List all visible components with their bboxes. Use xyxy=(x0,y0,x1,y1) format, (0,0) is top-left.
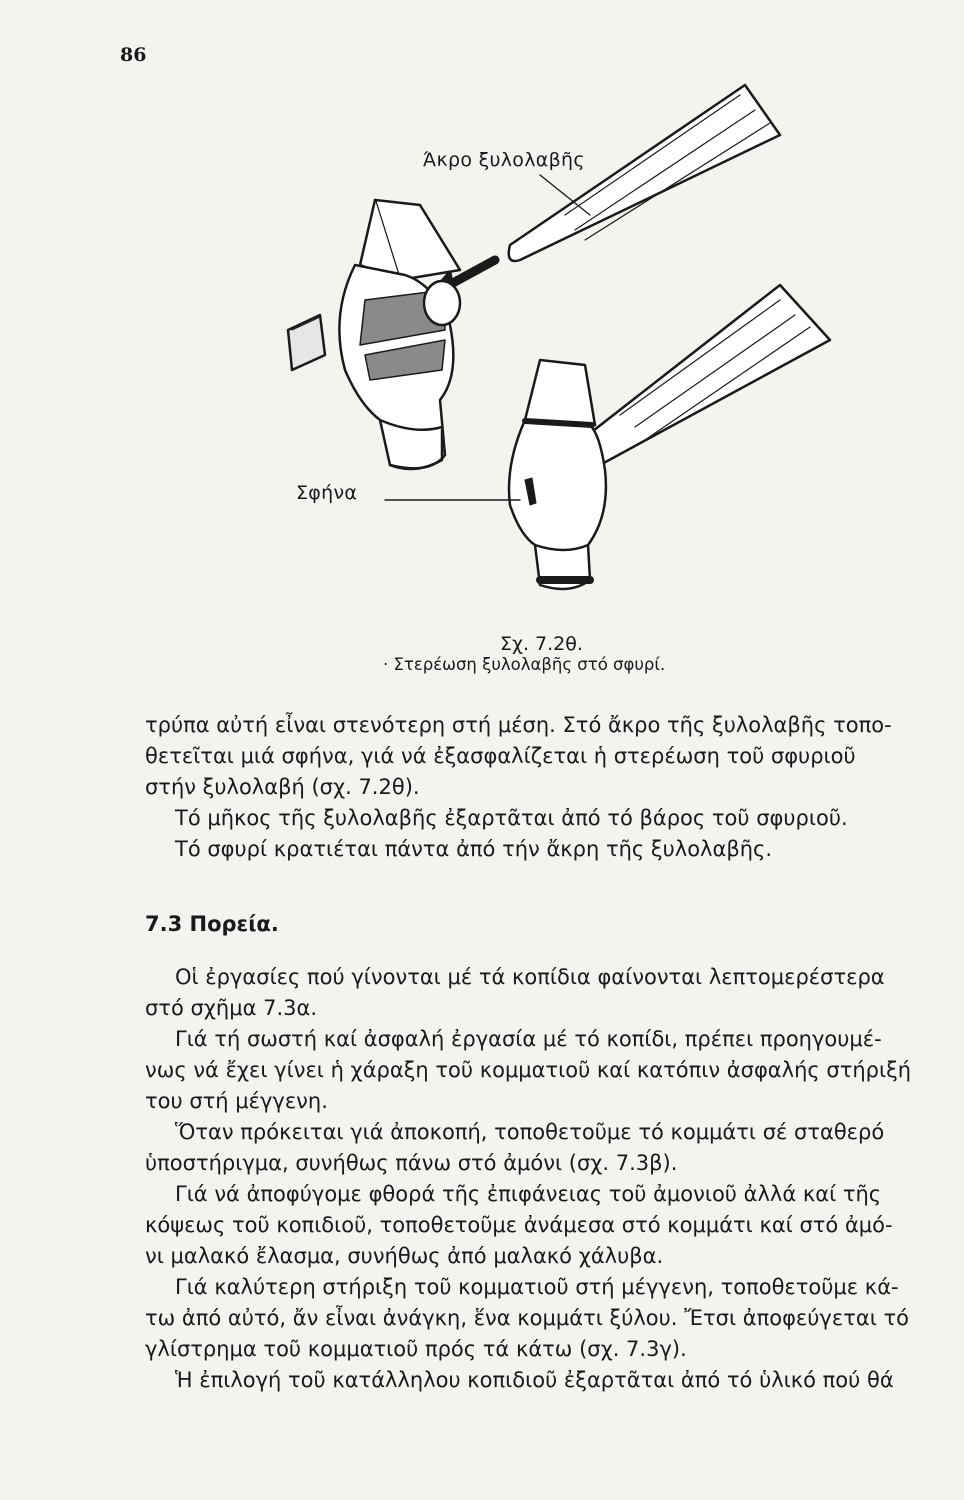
text-line: θετεῖται μιά σφήνα, γιά νά ἐξασφαλίζεται ἡ στερέωση τοῦ σφυριοῦ xyxy=(145,744,856,768)
text-line: νως νά ἔχει γίνει ἡ χάραξη τοῦ κομματιοῦ καί κατόπιν ἀσφαλής στήριξή xyxy=(145,1058,912,1082)
figure-caption: · Στερέωση ξυλολαβῆς στό σφυρί. xyxy=(383,655,666,674)
text-line: κόψεως τοῦ κοπιδιοῦ, τοποθετοῦμε ἀνάμεσα στό κομμάτι καί στό ἀμό- xyxy=(145,1213,893,1237)
label-handle-tip: Άκρο ξυλολαβῆς xyxy=(423,149,585,171)
text-line: τρύπα αὐτή εἶναι στενότερη στή μέση. Στό ἄκρο τῆς ξυλολαβῆς τοπο- xyxy=(145,713,892,737)
text-line: νι μαλακό ἔλασμα, συνήθως ἀπό μαλακό χάλυβα. xyxy=(145,1244,664,1268)
text-line: Τό σφυρί κρατιέται πάντα ἀπό τήν ἄκρη τῆς ξυλολαβῆς. xyxy=(175,837,773,861)
label-wedge: Σφήνα xyxy=(296,482,358,504)
paragraph-block-2 xyxy=(145,962,955,1396)
page-number: 86 xyxy=(120,44,147,66)
figure-hammer-handle-fixing xyxy=(180,75,860,635)
text-line: τω ἀπό αὐτό, ἄν εἶναι ἀνάγκη, ἕνα κομμάτι ξύλου. Ἔτσι ἀποφεύγεται τό xyxy=(145,1306,909,1330)
text-line: στήν ξυλολαβή (σχ. 7.2θ). xyxy=(145,775,420,799)
text-line: στό σχῆμα 7.3α. xyxy=(145,996,318,1020)
text-line: του στή μέγγενη. xyxy=(145,1089,328,1113)
figure-number: Σχ. 7.2θ. xyxy=(500,633,583,655)
text-line: Γιά νά ἀποφύγομε φθορά τῆς ἐπιφάνειας τοῦ ἀμονιοῦ ἀλλά καί τῆς xyxy=(175,1182,882,1206)
section-heading: 7.3 Πορεία. xyxy=(145,912,279,936)
paragraph-block-1 xyxy=(145,710,955,865)
text-line: Τό μῆκος τῆς ξυλολαβῆς ἐξαρτᾶται ἀπό τό βάρος τοῦ σφυριοῦ. xyxy=(175,806,848,830)
text-line: Ὅταν πρόκειται γιά ἀποκοπή, τοποθετοῦμε τό κομμάτι σέ σταθερό xyxy=(175,1120,885,1144)
text-line: Ἡ ἐπιλογή τοῦ κατάλληλου κοπιδιοῦ ἐξαρτᾶται ἀπό τό ὑλικό πού θά xyxy=(175,1368,894,1392)
text-line: γλίστρημα τοῦ κομματιοῦ πρός τά κάτω (σχ. 7.3γ). xyxy=(145,1337,687,1361)
text-line: ὑποστήριγμα, συνήθως πάνω στό ἀμόνι (σχ. 7.3β). xyxy=(145,1151,678,1175)
text-line: Γιά τή σωστή καί ἀσφαλή ἐργασία μέ τό κοπίδι, πρέπει προηγουμέ- xyxy=(175,1027,882,1051)
text-line: Οἱ ἐργασίες πού γίνονται μέ τά κοπίδια φαίνονται λεπτομερέστερα xyxy=(175,965,885,989)
text-line: Γιά καλύτερη στήριξη τοῦ κομματιοῦ στή μέγγενη, τοποθετοῦμε κά- xyxy=(175,1275,899,1299)
